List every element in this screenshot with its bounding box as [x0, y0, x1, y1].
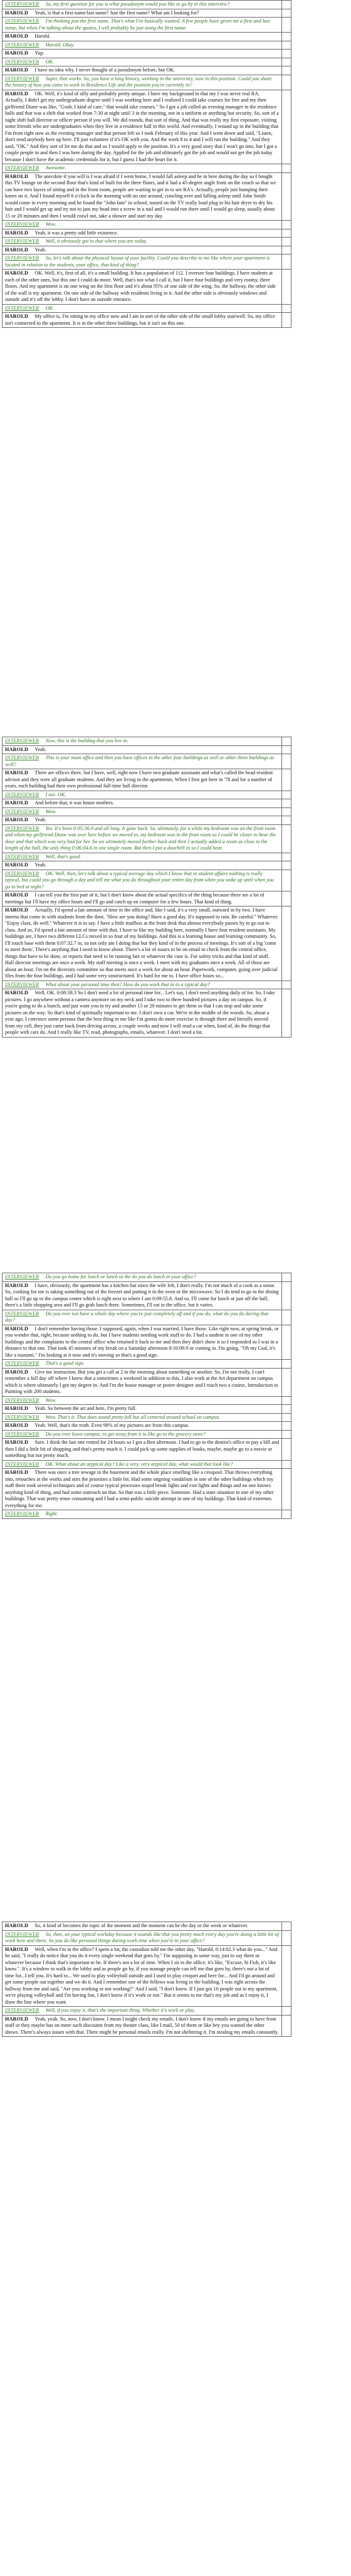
- speaker-label: HAROLD: [5, 1439, 29, 1445]
- notes-cell: [282, 313, 291, 328]
- notes-cell: [282, 853, 291, 861]
- transcript-row: [3, 313, 291, 328]
- speaker-label: INTERVIEWER: [5, 1414, 39, 1420]
- notes-cell: [282, 799, 291, 808]
- transcript-cell: [3, 255, 282, 270]
- transcript-row: [3, 769, 291, 791]
- transcript-row: [3, 2007, 291, 2016]
- notes-cell: [282, 1422, 291, 1431]
- transcript-cell: [3, 1281, 282, 1310]
- utterance-text: Harold.: [34, 33, 51, 39]
- transcript-row: [3, 799, 291, 808]
- utterance-text: OK. Well, it's, first of all, it's a small building. It has a population of 112. I oversee four buildings. I have students at each of the other ones, but this one I could do more. Well, that's not what I call it, but I have four buildings and very roomy, three floors. And my apartment is on one wing on the first floor and it's about 95% of one side of the wing. So, the hallway, the other side of the wall is my apartment. On one side of the hallway with residents living in it. And the other side is obviously windows and outside and it's off the lobby. I don't have an outside entrance.: [5, 270, 276, 302]
- utterance-text: Yeah. So between the art and here, I'm pretty full.: [34, 1406, 137, 1411]
- notes-cell: [282, 58, 291, 66]
- transcript-row: [3, 1922, 291, 1931]
- speaker-label: HAROLD: [5, 1422, 29, 1428]
- notes-cell: [282, 75, 291, 90]
- speaker-label: HAROLD: [5, 1369, 29, 1375]
- speaker-label: HAROLD: [5, 173, 29, 179]
- notes-cell: [282, 18, 291, 33]
- transcript-row: [3, 754, 291, 769]
- transcript-row: [3, 807, 291, 816]
- speaker-label: HAROLD: [5, 746, 29, 752]
- speaker-label: INTERVIEWER: [5, 1310, 39, 1317]
- transcript-table-2: [2, 737, 291, 1038]
- transcript-cell: [3, 737, 282, 746]
- speaker-label: INTERVIEWER: [5, 1931, 39, 1937]
- utterance-text: Wow.: [45, 221, 56, 227]
- transcript-row: [3, 1930, 291, 1945]
- notes-cell: [282, 270, 291, 305]
- speaker-label: INTERVIEWER: [5, 981, 39, 987]
- utterance-text: So, my first question for you is what pseudonym would you like to go by in this interview?: [45, 1, 230, 7]
- transcript-table-3: [2, 1273, 291, 1519]
- transcript-cell: [3, 1325, 282, 1360]
- transcript-row: [3, 18, 291, 33]
- transcript-page-4: [0, 1921, 351, 2037]
- utterance-text: Wow.: [45, 808, 56, 814]
- transcript-row: [3, 1273, 291, 1282]
- utterance-text: Yeah.: [34, 862, 46, 868]
- transcript-row: [3, 90, 291, 164]
- utterance-text: Actually, I'd spend a fair amount of time in the office and, like I said, it's a very small, outward in by two. I have interns that come in with students from the door, "How are you doing? Have a good day. It's supposed to rain. Be careful." Whatever. "Enjoy class, do well." Whatever it is to say. I have a little mailbox at the front desk that almost everybody passes by to go out to class. And so, I'd spend a fair amount of time with that. I have to like my building here, normally I have four resident assistants. My buildings are, I have two different LLCs mixed in so four of my buildings. And this is a learning house and learning community. So, I'll touch base with them 0:07:32.7 in, so not only am I doing that but they kind of in the process of meetings. It's sort of a big 'come to meet them'. There's anything that I need to know about. There's a lot of issues to be on email to check from the central office, things that have to be done, or reports that need to be running late or whatever the case is. For safety tricks and that kind of stuff. Hall director meetings are once a week. My staff meeting is once a week. I meet with my graduates once a week. All of those are about an hour. I'm on the diversity committee so that meets once a week for about an hour. Paperwork, computer, going over judicial files from the four buildings, and I had some very unstructured. It's hard for me to. I have office hours so...: [5, 907, 278, 979]
- transcript-row: [3, 816, 291, 825]
- transcript-cell: [3, 1422, 282, 1431]
- transcript-cell: [3, 799, 282, 808]
- transcript-cell: [3, 9, 282, 18]
- transcript-row: [3, 870, 291, 891]
- transcript-page-3: [0, 1273, 351, 1519]
- transcript-cell: [3, 313, 282, 328]
- speaker-label: INTERVIEWER: [5, 305, 39, 311]
- transcript-row: [3, 861, 291, 870]
- transcript-cell: [3, 807, 282, 816]
- utterance-text: I'm thinking just the first name. That's what I've basically wanted. A few people have given me a first and last name, but when I'm talking about the quotes, I will probably be just using the first name.: [5, 18, 270, 31]
- notes-cell: [282, 1460, 291, 1469]
- transcript-row: [3, 255, 291, 270]
- transcript-cell: [3, 58, 282, 66]
- utterance-text: This is your main office and then you have offices in the other four buildings as well or other three buildings as well?: [5, 755, 275, 767]
- utterance-text: Wow. That's it. That does sound pretty full but all centered around school on campus.: [45, 1414, 221, 1420]
- transcript-row: [3, 791, 291, 799]
- transcript-row: [3, 58, 291, 66]
- utterance-text: Well, if you enjoy it, that's the important thing. Whether it's work or play.: [45, 2007, 196, 2013]
- transcript-row: [3, 270, 291, 305]
- transcript-row: [3, 9, 291, 18]
- notes-cell: [282, 164, 291, 173]
- notes-cell: [282, 1430, 291, 1439]
- transcript-row: [3, 989, 291, 1038]
- transcript-row: [3, 33, 291, 41]
- utterance-text: I don't remember having those. I supposed, again, when I was married, I have those. Like right now, at spring break, or you wonder that, right, because nothing to do, but I have students needing work stuff to do. I had a student in one of my other buildings and the complaints to the central office who returned it back to me and then they didn't show it so I responded so I was in a distance to that one. That took 45 minutes of my break on a Saturday afternoon 0:10:09.9 or coming in. I'm going, "Oh my God, it's like a tsunami." I'm looking at it now and it's moving so that's a good sign.: [5, 1325, 279, 1358]
- transcript-cell: [3, 980, 282, 989]
- transcript-row: [3, 1469, 291, 1510]
- notes-cell: [282, 304, 291, 313]
- transcript-row: [3, 246, 291, 255]
- notes-cell: [282, 1325, 291, 1360]
- speaker-label: INTERVIEWER: [5, 221, 39, 227]
- notes-cell: [282, 66, 291, 75]
- transcript-row: [3, 1460, 291, 1469]
- notes-cell: [282, 255, 291, 270]
- notes-cell: [282, 754, 291, 769]
- transcript-cell: [3, 824, 282, 853]
- transcript-row: [3, 737, 291, 746]
- utterance-text: Yeah, yeah. So, now, I don't know. I mean I might check my emails. I don't know if my emails are going to have from stuff or they maybe has on more such discounts from my theater class, like I mail, 50 of them or like hey you wanted the other shows. There's always issues with that. There might be personal emails really. I'm not sheltering it. I'm stealing my emails constantly.: [5, 2016, 279, 2035]
- notes-cell: [282, 824, 291, 853]
- notes-cell: [282, 90, 291, 164]
- notes-cell: [282, 172, 291, 221]
- speaker-label: HAROLD: [5, 892, 29, 898]
- utterance-text: Wow.: [45, 1397, 56, 1403]
- utterance-text: Yeah.: [34, 746, 46, 752]
- speaker-label: HAROLD: [5, 2016, 29, 2022]
- speaker-label: INTERVIEWER: [5, 238, 39, 244]
- transcript-cell: [3, 75, 282, 90]
- notes-cell: [282, 41, 291, 50]
- utterance-text: And before that, it was house mothers.: [34, 800, 114, 806]
- notes-cell: [282, 1439, 291, 1461]
- notes-cell: [282, 1413, 291, 1422]
- transcript-cell: [3, 1930, 282, 1945]
- notes-cell: [282, 769, 291, 791]
- notes-cell: [282, 791, 291, 799]
- speaker-label: INTERVIEWER: [5, 853, 39, 860]
- transcript-row: [3, 853, 291, 861]
- utterance-text: Awesome.: [45, 165, 66, 171]
- transcript-row: [3, 238, 291, 246]
- transcript-cell: [3, 1439, 282, 1461]
- transcript-row: [3, 164, 291, 173]
- transcript-row: [3, 907, 291, 981]
- notes-cell: [282, 50, 291, 58]
- transcript-row: [3, 2015, 291, 2037]
- speaker-label: HAROLD: [5, 9, 29, 16]
- utterance-text: There was once a tree sewage in the basement and the whole place smelling like a cesspool. That throws everything into, retouches in the works and stirs the priorities a little bit. Had some ongoing vandalism in one of the other buildings which my staff there took several techniques and of course typical processes stupid break lights and exit lights and things and no one knows anything kind of thing, and had some outreach on that. So that was a little piece. Someone. Had a state situation in one of my other buildings. That was pretty tense consuming and I had a semi-public suicide attempt in one of my buildings. That kind of extremes everything for me.: [5, 1469, 274, 1508]
- transcript-cell: [3, 270, 282, 305]
- transcript-cell: [3, 907, 282, 981]
- notes-cell: [282, 737, 291, 746]
- notes-cell: [282, 238, 291, 246]
- transcript-row: [3, 304, 291, 313]
- utterance-text: Well, it obviously got to that where you are today.: [45, 238, 147, 244]
- utterance-text: Yeah, it was a pretty odd little existence.: [34, 229, 118, 236]
- speaker-label: HAROLD: [5, 90, 29, 97]
- speaker-label: HAROLD: [5, 1325, 29, 1332]
- notes-cell: [282, 1273, 291, 1282]
- notes-cell: [282, 980, 291, 989]
- speaker-label: HAROLD: [5, 800, 29, 806]
- speaker-label: HAROLD: [5, 862, 29, 868]
- speaker-label: INTERVIEWER: [5, 75, 39, 81]
- transcript-row: [3, 980, 291, 989]
- utterance-text: So, it kind of becomes the topic of the moment and the moment can be the day or the week or whatever.: [34, 1923, 248, 1928]
- notes-cell: [282, 870, 291, 891]
- speaker-label: INTERVIEWER: [5, 738, 39, 744]
- notes-cell: [282, 1945, 291, 2007]
- transcript-cell: [3, 861, 282, 870]
- transcript-table-1: [2, 0, 291, 328]
- utterance-text: Yeah.: [34, 817, 46, 823]
- transcript-row: [3, 1368, 291, 1396]
- transcript-cell: [3, 1460, 282, 1469]
- transcript-cell: [3, 816, 282, 825]
- transcript-row: [3, 1510, 291, 1519]
- speaker-label: HAROLD: [5, 313, 29, 319]
- speaker-label: INTERVIEWER: [5, 41, 39, 48]
- transcript-cell: [3, 1413, 282, 1422]
- utterance-text: Harold. Okay.: [45, 41, 75, 48]
- transcript-cell: [3, 769, 282, 791]
- speaker-label: INTERVIEWER: [5, 1461, 39, 1467]
- transcript-cell: [3, 238, 282, 246]
- transcript-cell: [3, 33, 282, 41]
- notes-cell: [282, 1930, 291, 1945]
- notes-cell: [282, 861, 291, 870]
- speaker-label: INTERVIEWER: [5, 255, 39, 261]
- transcript-row: [3, 41, 291, 50]
- utterance-text: There are offices there, but I have, well, right now I have two graduate assistants and what's called the head resident advisor and they were all graduate students. And they are living in the apartments. When I first got here in '78 and for a number of years, each building had their own professional full-time hall director.: [5, 770, 273, 789]
- transcript-row: [3, 1, 291, 9]
- transcript-row: [3, 1430, 291, 1439]
- speaker-label: INTERVIEWER: [5, 1, 39, 7]
- notes-cell: [282, 1310, 291, 1325]
- notes-cell: [282, 229, 291, 238]
- transcript-cell: [3, 1469, 282, 1510]
- transcript-row: [3, 891, 291, 907]
- utterance-text: Now, this is the building that you live in.: [45, 738, 128, 744]
- transcript-row: [3, 1310, 291, 1325]
- transcript-row: [3, 221, 291, 229]
- transcript-cell: [3, 66, 282, 75]
- transcript-cell: [3, 1945, 282, 2007]
- transcript-row: [3, 1325, 291, 1360]
- utterance-text: I have, obviously, the apartment has a kitchen but since the wife left, I don't really. I'm not much of a cook as a sense. So, cooking for me is taking something out of the freezer and putting it in the oven or the microwave. So I do tend to go to the dining hall so I'll go up to the campus center which is right next to where I am 0:09:55.8. And so, I'll come for lunch or just off the hall, there's a little shopping area and I'll go grab lunch there. Sometimes, I'll eat in the office, but it varies.: [5, 1282, 279, 1308]
- utterance-text: What about your personal time then? How do you work that in to a typical day?: [45, 981, 210, 987]
- transcript-cell: [3, 2015, 282, 2037]
- speaker-label: HAROLD: [5, 907, 29, 913]
- speaker-label: HAROLD: [5, 1923, 29, 1928]
- notes-cell: [282, 1, 291, 9]
- utterance-text: Yup.: [34, 50, 45, 56]
- notes-cell: [282, 33, 291, 41]
- transcript-cell: [3, 754, 282, 769]
- speaker-label: HAROLD: [5, 1282, 29, 1288]
- utterance-text: OK.: [45, 58, 55, 65]
- speaker-label: INTERVIEWER: [5, 870, 39, 876]
- notes-cell: [282, 9, 291, 18]
- speaker-label: HAROLD: [5, 33, 29, 39]
- speaker-label: INTERVIEWER: [5, 1511, 39, 1517]
- transcript-row: [3, 1396, 291, 1405]
- notes-cell: [282, 1469, 291, 1510]
- utterance-text: Well, when I'm in the office? I spent a lot, the custodian told me the other day, "Harold, 0:14:02.3 what do you..." And he said, "I really do notice that you do it every single weekend that goes by." I'm supposing in some way, just to say there or whatever because I think that's important to be. If there's not a lot of time. When I sit in the office, it's like, "Excuse, hi Fish, it's like know.". It's a window to walk in the lobby and as people go by, if you manage people can tell me that goes by, there's not a lot of time for...I tell you. It's hard to... We used to play volleyball outside and I used to play croquet and here for... And I'd go around and get some people out together and we do it. And I remember one of the fellows was living in the building, I was right across the hallway from me and said, "Are you working or not working?" And I said, "I don't know. If I just got 10 people out to my apartment, we're playing volleyball and I'm having fun, I don't know if it's work or not." But it seems to me that's my job and as I enjoy it, I draw the line where you want.: [5, 1946, 278, 2005]
- transcript-cell: [3, 1, 282, 9]
- utterance-text: Do you ever leave campus; to get away from it to like go to the grocery store?: [45, 1431, 206, 1437]
- notes-cell: [282, 2007, 291, 2016]
- transcript-row: [3, 229, 291, 238]
- speaker-label: HAROLD: [5, 770, 29, 775]
- transcript-cell: [3, 1273, 282, 1282]
- notes-cell: [282, 1510, 291, 1519]
- transcript-row: [3, 824, 291, 853]
- transcript-cell: [3, 891, 282, 907]
- speaker-label: INTERVIEWER: [5, 825, 39, 831]
- transcript-cell: [3, 50, 282, 58]
- notes-cell: [282, 891, 291, 907]
- utterance-text: OK. Well, it's kind of silly and probably pretty unique. I have my background in that my I was never real RA. Actually, I didn't get my undergraduate degree until I was working here and I realized I could take courses for free and my then girlfriend Diane was like, "Gosh, I kind of care," that would take courses." So I got a job called an evening manager in the residence halls and that was a shift that worked from 7:30 at night until 3 in the morning, not in a uniform or anything but security. So, sort of a night shift hall director or officer person if you will. We did rounds, that sort of thing. And that was really my first exposure, visiting some friends who are undergraduates when they live in a residence hall in this world. And eventually, I wound up in the building that I'm from right now as the evening manager and that person left so I took February of this year. And I went down and said, "Listen, don't send anybody here up here. I'll just volunteer if it's OK with you. And the work 8 to 4 and I will run the building." And they said, "OK." And they sort of let me do that and so I would apply to the position. It's a very good story that I won't go into, but I got a couple people in and then I was here during the day. Applied for the job and ultimately got the job and would not get the job today because I don't have the academic credentials for it, but I guess I had the heart for it.: [5, 90, 279, 162]
- transcript-row: [3, 1413, 291, 1422]
- utterance-text: Well, that's good.: [45, 853, 81, 860]
- transcript-cell: [3, 791, 282, 799]
- transcript-page-2: [0, 737, 351, 1038]
- notes-cell: [282, 816, 291, 825]
- transcript-cell: [3, 1368, 282, 1396]
- utterance-text: OK.: [45, 305, 55, 311]
- utterance-text: Yeah, is that a first name/last name? Just the first name? What am I looking for?: [34, 9, 199, 16]
- utterance-text: Do you go home for lunch or lunch to the do you do lunch in your office?: [45, 1274, 196, 1280]
- transcript-cell: [3, 745, 282, 754]
- utterance-text: So, let's talk about the physical layout of your facility. Could you describe to me like where your apartment is located in relation to the students, your office, that kind of thing?: [5, 255, 270, 268]
- speaker-label: HAROLD: [5, 1946, 29, 1952]
- transcript-cell: [3, 172, 282, 221]
- utterance-text: OK. Well, then, let's talk about a typical average day which I know that in student affairs nothing is really typical, but could you go through a day and tell me what you do throughout your entire day from when you wake up until when you go to bed at night?: [5, 870, 275, 890]
- transcript-cell: [3, 90, 282, 164]
- speaker-label: HAROLD: [5, 990, 29, 996]
- notes-cell: [282, 221, 291, 229]
- speaker-label: HAROLD: [5, 817, 29, 823]
- transcript-row: [3, 1945, 291, 2007]
- utterance-text: That's a good sign.: [45, 1360, 85, 1366]
- speaker-label: INTERVIEWER: [5, 18, 39, 24]
- notes-cell: [282, 246, 291, 255]
- transcript-cell: [3, 1922, 282, 1931]
- speaker-label: INTERVIEWER: [5, 1274, 39, 1280]
- transcript-row: [3, 172, 291, 221]
- transcript-cell: [3, 1510, 282, 1519]
- notes-cell: [282, 1281, 291, 1310]
- transcript-table-4: [2, 1921, 291, 2037]
- utterance-text: I can tell you the first part of it, but I don't know about the actual specifics of the thing because there are a lot of meetings but I'll have my office hours and I'll go and catch up on computer for a few hours. That kind of thing.: [5, 892, 265, 905]
- speaker-label: INTERVIEWER: [5, 791, 39, 797]
- transcript-cell: [3, 221, 282, 229]
- transcript-cell: [3, 1430, 282, 1439]
- utterance-text: The anecdote if you will is I was afraid if I went home, I would fall asleep and be in here during the day so I bought this TV lounge on the second floor that's kind of built for the three floors, and it had a 45-degree angle front on the couch so that we can have two layers of sitting and in the front room, people are waiting to get in to see RA's. Actually, people just bumping their knees on it. And I found myself 6 o'clock in the morning with no one around, crawling over and falling asleep until John Smith would come in every morning and he found the "John fam" in school, tossed on the TV really loud plug in his hair dryer to dry his hair and I would get up and try not to jam my head into a screw in a nail and I would run there until I would go sleep, usually about 15 or 20 minutes and then I would crawl out, take a shower and start my day.: [5, 173, 276, 219]
- utterance-text: Yeah. Well, that's the truth. Even 98% of my pictures are from this campus.: [34, 1422, 189, 1428]
- transcript-cell: [3, 41, 282, 50]
- transcript-row: [3, 1360, 291, 1369]
- notes-cell: [282, 1396, 291, 1405]
- notes-cell: [282, 807, 291, 816]
- speaker-label: INTERVIEWER: [5, 755, 39, 760]
- transcript-page-1: [0, 0, 351, 328]
- utterance-text: Yes. It's been 0:05:36.9 and all long. It gone back. So, ultimately, for a while my bedroom was on the front room and when my girlfriend Diane was over here before we moved in, my bedroom was in the front room so I could be closer to hear the door and that which was very bad for her. So we ultimately moved further back and then I actually added a room as close to the length of the hall, the only thing 0:06:04.6 in one single room. But then I put a doorbell in so I could hear.: [5, 825, 276, 851]
- transcript-cell: [3, 1360, 282, 1369]
- transcript-row: [3, 50, 291, 58]
- transcript-cell: [3, 229, 282, 238]
- speaker-label: INTERVIEWER: [5, 1360, 39, 1366]
- utterance-text: Yeah.: [34, 246, 46, 253]
- utterance-text: Well, OK. 0:08:39.3 So I don't need a lot of personal time for... Let's say, I don't need anything daily of for. So, I take pictures. I go anywhere without a camera anymore on my neck and I take two to three hundred pictures a day on campus. So, if you're going to do a bunch, and just want you to try and another 15 or 20 minutes to get them so that I can stop and take some pictures on the way. So that's kind of spiritually important to me. I don't own a car. We're in the middle of the woods. So, about a year ago, I convince some persons that the best thing to me like I'm gonna do more exercise is through there and literally moved from my cell, they just came back from driving across, a couple weeks and now I will read a car when, kind of, do the things that people with cars do. And I really like TV, read, photographs, emails, whatever. I don't need a lot.: [5, 990, 275, 1035]
- transcript-cell: [3, 1405, 282, 1414]
- speaker-label: HAROLD: [5, 67, 29, 73]
- speaker-label: INTERVIEWER: [5, 1397, 39, 1403]
- transcript-cell: [3, 853, 282, 861]
- speaker-label: INTERVIEWER: [5, 1431, 39, 1437]
- utterance-text: Super, that works. So, you have a long history, working in the university, now in this position. Could you share the history of how you came to work in Residence Life and the position you're currently in?: [5, 75, 272, 88]
- transcript-cell: [3, 2007, 282, 2016]
- transcript-row: [3, 745, 291, 754]
- transcript-cell: [3, 304, 282, 313]
- transcript-cell: [3, 18, 282, 33]
- transcript-row: [3, 1405, 291, 1414]
- speaker-label: INTERVIEWER: [5, 2007, 39, 2013]
- utterance-text: Do you ever not have a whole day where you're just completely off and if you do, what do you do during that day?: [5, 1310, 269, 1323]
- transcript-row: [3, 1439, 291, 1461]
- speaker-label: HAROLD: [5, 246, 29, 253]
- notes-cell: [282, 907, 291, 981]
- speaker-label: HAROLD: [5, 1406, 29, 1411]
- notes-cell: [282, 745, 291, 754]
- notes-cell: [282, 1360, 291, 1369]
- transcript-cell: [3, 164, 282, 173]
- utterance-text: I have no idea why. I never thought of a pseudonym before, but OK.: [34, 67, 176, 73]
- speaker-label: HAROLD: [5, 50, 29, 56]
- notes-cell: [282, 2015, 291, 2037]
- transcript-row: [3, 66, 291, 75]
- transcript-cell: [3, 989, 282, 1038]
- transcript-cell: [3, 870, 282, 891]
- speaker-label: INTERVIEWER: [5, 165, 39, 171]
- notes-cell: [282, 989, 291, 1038]
- utterance-text: Right.: [45, 1511, 58, 1517]
- notes-cell: [282, 1368, 291, 1396]
- notes-cell: [282, 1405, 291, 1414]
- utterance-text: My office is, I'm sitting in my office now and I am in sort of the other side of the small lobby stairwell. So, my office isn't connected to the apartment. It is in the other three buildings, but it isn't on this one.: [5, 313, 275, 326]
- utterance-text: Give me instruction. But you get a call at 2 in the morning about something or another. So, I'm not really, I can't remember a full day off where I knew that a sometimes a weekend in addition to this, I also work at the Art department on campus which is where ultimately I got my degree in. And I'm the house manager or poster designer and I teach two a course, Introduction to Painting with 200 students.: [5, 1369, 278, 1394]
- transcript-row: [3, 1422, 291, 1431]
- transcript-cell: [3, 246, 282, 255]
- speaker-label: HAROLD: [5, 1469, 29, 1475]
- speaker-label: INTERVIEWER: [5, 58, 39, 65]
- utterance-text: I see. OK.: [45, 791, 66, 797]
- transcript-cell: [3, 1396, 282, 1405]
- notes-cell: [282, 1922, 291, 1931]
- utterance-text: So, then, on your typical workday because it sounds like that you pretty much every day you're doing a little bit of work here and there. So you do like personal things during work time when you're in your office?: [5, 1931, 279, 1943]
- utterance-text: OK. What about an atypical day? Like a very, very atypical day, what would that look like?: [45, 1461, 233, 1467]
- speaker-label: HAROLD: [5, 229, 29, 236]
- transcript-cell: [3, 1310, 282, 1325]
- transcript-row: [3, 1281, 291, 1310]
- speaker-label: HAROLD: [5, 270, 29, 276]
- speaker-label: INTERVIEWER: [5, 808, 39, 814]
- utterance-text: Sure. I think the last one rented for 24 hours so I got a Ben afternoon. I had to go to the dentist's office to pay a bill and then I did a little bit of shopping and that's pretty much it. I could pick up some supplies of books, maybe, maybe go to a movie or something but not pretty much.: [5, 1439, 280, 1458]
- transcript-row: [3, 75, 291, 90]
